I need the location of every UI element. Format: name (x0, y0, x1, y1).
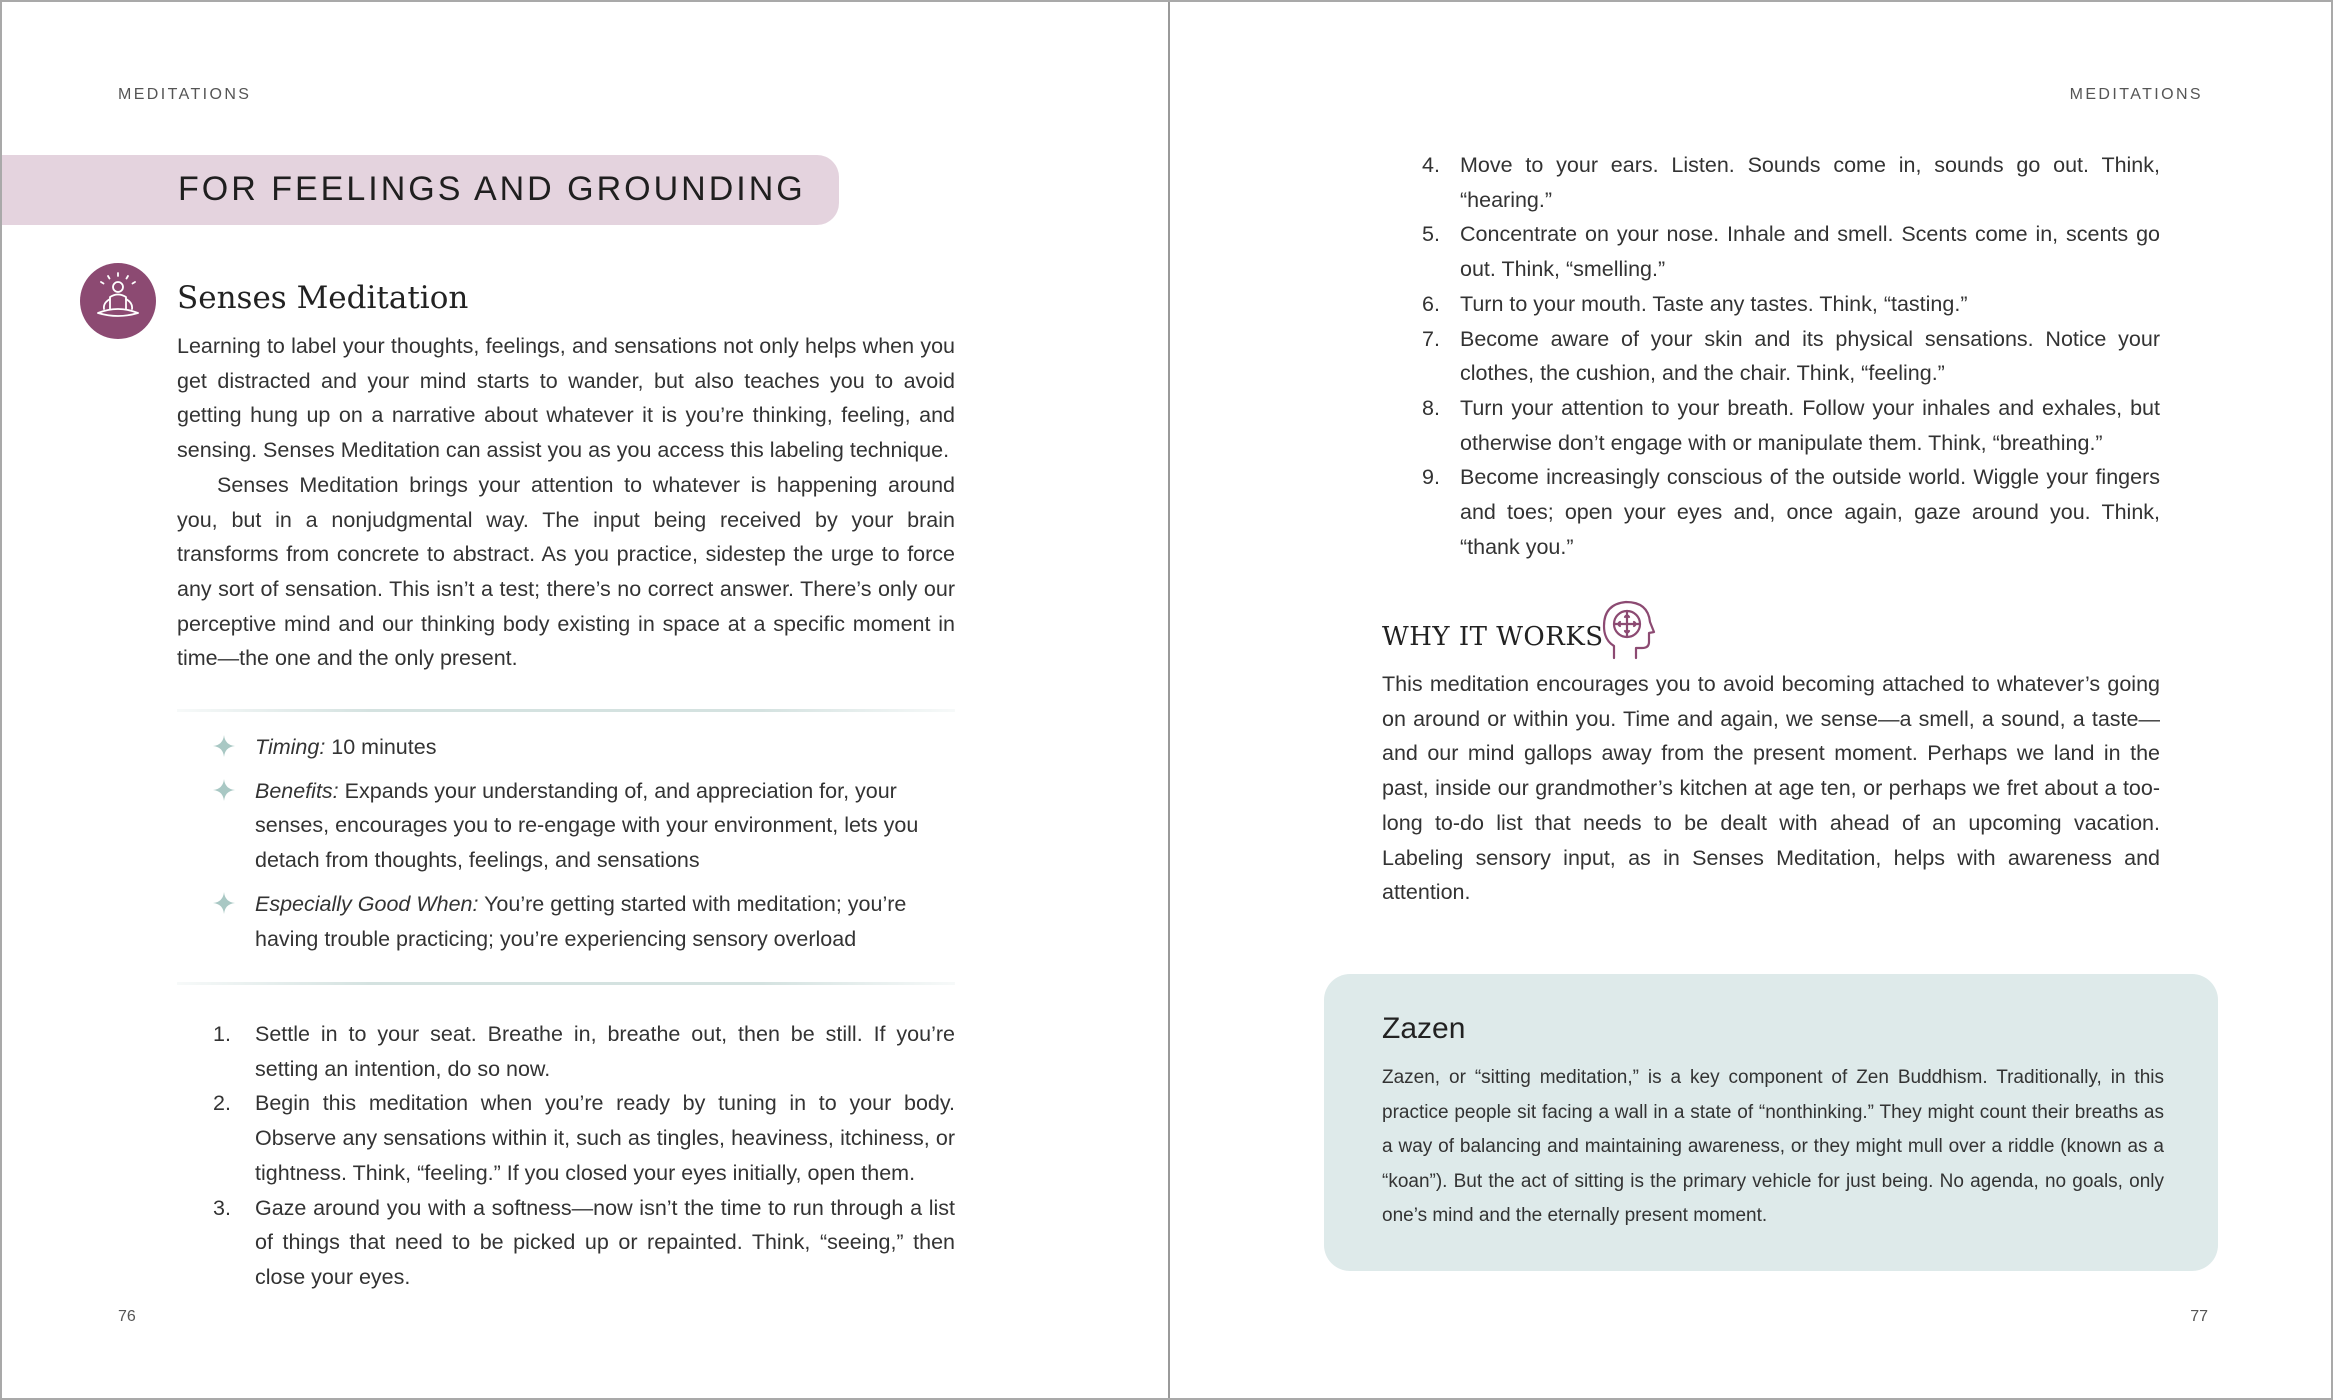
step-item (1382, 391, 2160, 460)
attribute-list (177, 730, 955, 965)
sparkle-icon (213, 735, 235, 757)
right-page (1170, 2, 2333, 1398)
step-text: Begin this meditation when you’re ready by tuning in to your body. Observe any sensations within it, such as tingles, heaviness, itchiness, or tightness. Think, “feeling.” If you closed your eyes initially, open them. (255, 1091, 955, 1185)
running-head-left: MEDITATIONS (118, 86, 252, 103)
why-it-works-heading: WHY IT WORKS (1382, 622, 1604, 652)
attribute-value: 10 minutes (325, 735, 437, 759)
meditation-title: Senses Meditation (177, 280, 469, 316)
page-number-right: 77 (2190, 1308, 2208, 1325)
step-number: 9. (1422, 465, 1440, 490)
zazen-sidebar (1324, 974, 2218, 1271)
attribute-benefits (177, 774, 955, 878)
page-number-left: 76 (118, 1308, 136, 1325)
divider-bottom (177, 982, 955, 985)
attribute-especially-good-when (177, 887, 955, 956)
steps-list-right (1382, 148, 2160, 564)
step-text: Gaze around you with a softness—now isn’t the time to run through a list of things that need to be picked up or repainted. Think, “seeing,” then close your eyes. (255, 1195, 955, 1289)
attribute-value: Expands your understanding of, and appreciation for, your senses, encourages you to re-engage with your environment, lets you detach from thoughts, feelings, and sensations (255, 778, 919, 873)
running-head-right: MEDITATIONS (2069, 86, 2203, 103)
step-item (1382, 287, 2160, 322)
step-item (177, 1017, 955, 1086)
intro-paragraph-1: Learning to label your thoughts, feelings, and sensations not only helps when you get distracted and your mind starts to wander, but also teaches you to avoid getting hung up on a narrative about whatever it is you’re thinking, feeling, and sensing. Senses Meditation can assist you as you access this labeling technique. (177, 334, 955, 463)
head-puzzle-icon (1600, 598, 1656, 662)
step-text: Turn your attention to your breath. Follow your inhales and exhales, but otherwise don’t engage with or manipulate them. Think, “breathing.” (1460, 395, 2160, 455)
step-item (1382, 322, 2160, 391)
sparkle-icon (213, 892, 235, 914)
sidebar-text: Zazen, or “sitting meditation,” is a key component of Zen Buddhism. Traditionally, in this practice people sit facing a wall in a state of “nonthinking.” They might count their breaths as a way of balancing and maintaining awareness, or they might mull over a riddle (known as a “koan”). But the act of sitting is the primary vehicle for just being. No agenda, no goals, only one’s mind and the eternally present moment. (1382, 1067, 2164, 1226)
sidebar-title: Zazen (1382, 1012, 1466, 1045)
section-banner (2, 155, 839, 225)
step-number: 2. (213, 1091, 231, 1116)
step-text: Become aware of your skin and its physical sensations. Notice your clothes, the cushion, and the chair. Think, “feeling.” (1460, 326, 2160, 386)
attribute-timing (177, 730, 955, 765)
step-text: Concentrate on your nose. Inhale and smell. Scents come in, scents go out. Think, “smelling.” (1460, 222, 2160, 282)
step-text: Turn to your mouth. Taste any tastes. Think, “tasting.” (1460, 291, 1968, 316)
step-text: Become increasingly conscious of the outside world. Wiggle your fingers and toes; open your eyes and, once again, gaze around you. Think, “thank you.” (1460, 465, 2160, 559)
step-text: Move to your ears. Listen. Sounds come in, sounds go out. Think, “hearing.” (1460, 153, 2160, 212)
step-number: 7. (1422, 326, 1440, 351)
intro-paragraph-2: Senses Meditation brings your attention to whatever is happening around you, but in a nonjudgmental way. The input being received by your brain transforms from concrete to abstract. As you practice, sidestep the urge to force any sort of sensation. This isn’t a test; there’s no correct answer. There’s only our perceptive mind and our thinking body existing in space at a specific moment in time—the one and the only present. (177, 472, 955, 671)
step-text: Settle in to your seat. Breathe in, breathe out, then be still. If you’re setting an intention, do so now. (255, 1022, 955, 1081)
attribute-value: You’re getting started with meditation; you’re having trouble practicing; you’re experiencing sensory overload (255, 891, 907, 951)
steps-list-left (177, 1017, 955, 1295)
left-page (2, 2, 1168, 1398)
step-number: 5. (1422, 222, 1440, 247)
step-number: 8. (1422, 395, 1440, 420)
attribute-label: Timing: (255, 735, 326, 759)
step-item (1382, 148, 2160, 217)
meditation-figure-icon (80, 263, 156, 339)
step-number: 1. (213, 1022, 231, 1046)
section-title: FOR FEELINGS AND GROUNDING (178, 170, 806, 208)
step-number: 3. (213, 1195, 231, 1220)
why-it-works-text: This meditation encourages you to avoid becoming attached to whatever’s going on around or within you. Time and again, we sense—a smell, a sound, a taste—and our mind gallops away from the present moment. Perhaps we land in the past, inside our grandmother’s kitchen at age ten, or perhaps we fret about a too-long to-do list that needs to be dealt with ahead of an upcoming vacation. Labeling sensory input, as in Senses Meditation, helps with awareness and attention. (1382, 672, 2160, 905)
divider-top (177, 709, 955, 712)
intro-text (177, 329, 955, 676)
attribute-label: Benefits: (255, 778, 339, 803)
step-item (177, 1191, 955, 1295)
attribute-label: Especially Good When: (255, 891, 479, 916)
step-item (1382, 460, 2160, 564)
step-number: 6. (1422, 291, 1440, 316)
step-item (177, 1086, 955, 1190)
step-item (1382, 217, 2160, 286)
sparkle-icon (213, 779, 235, 801)
step-number: 4. (1422, 153, 1440, 177)
